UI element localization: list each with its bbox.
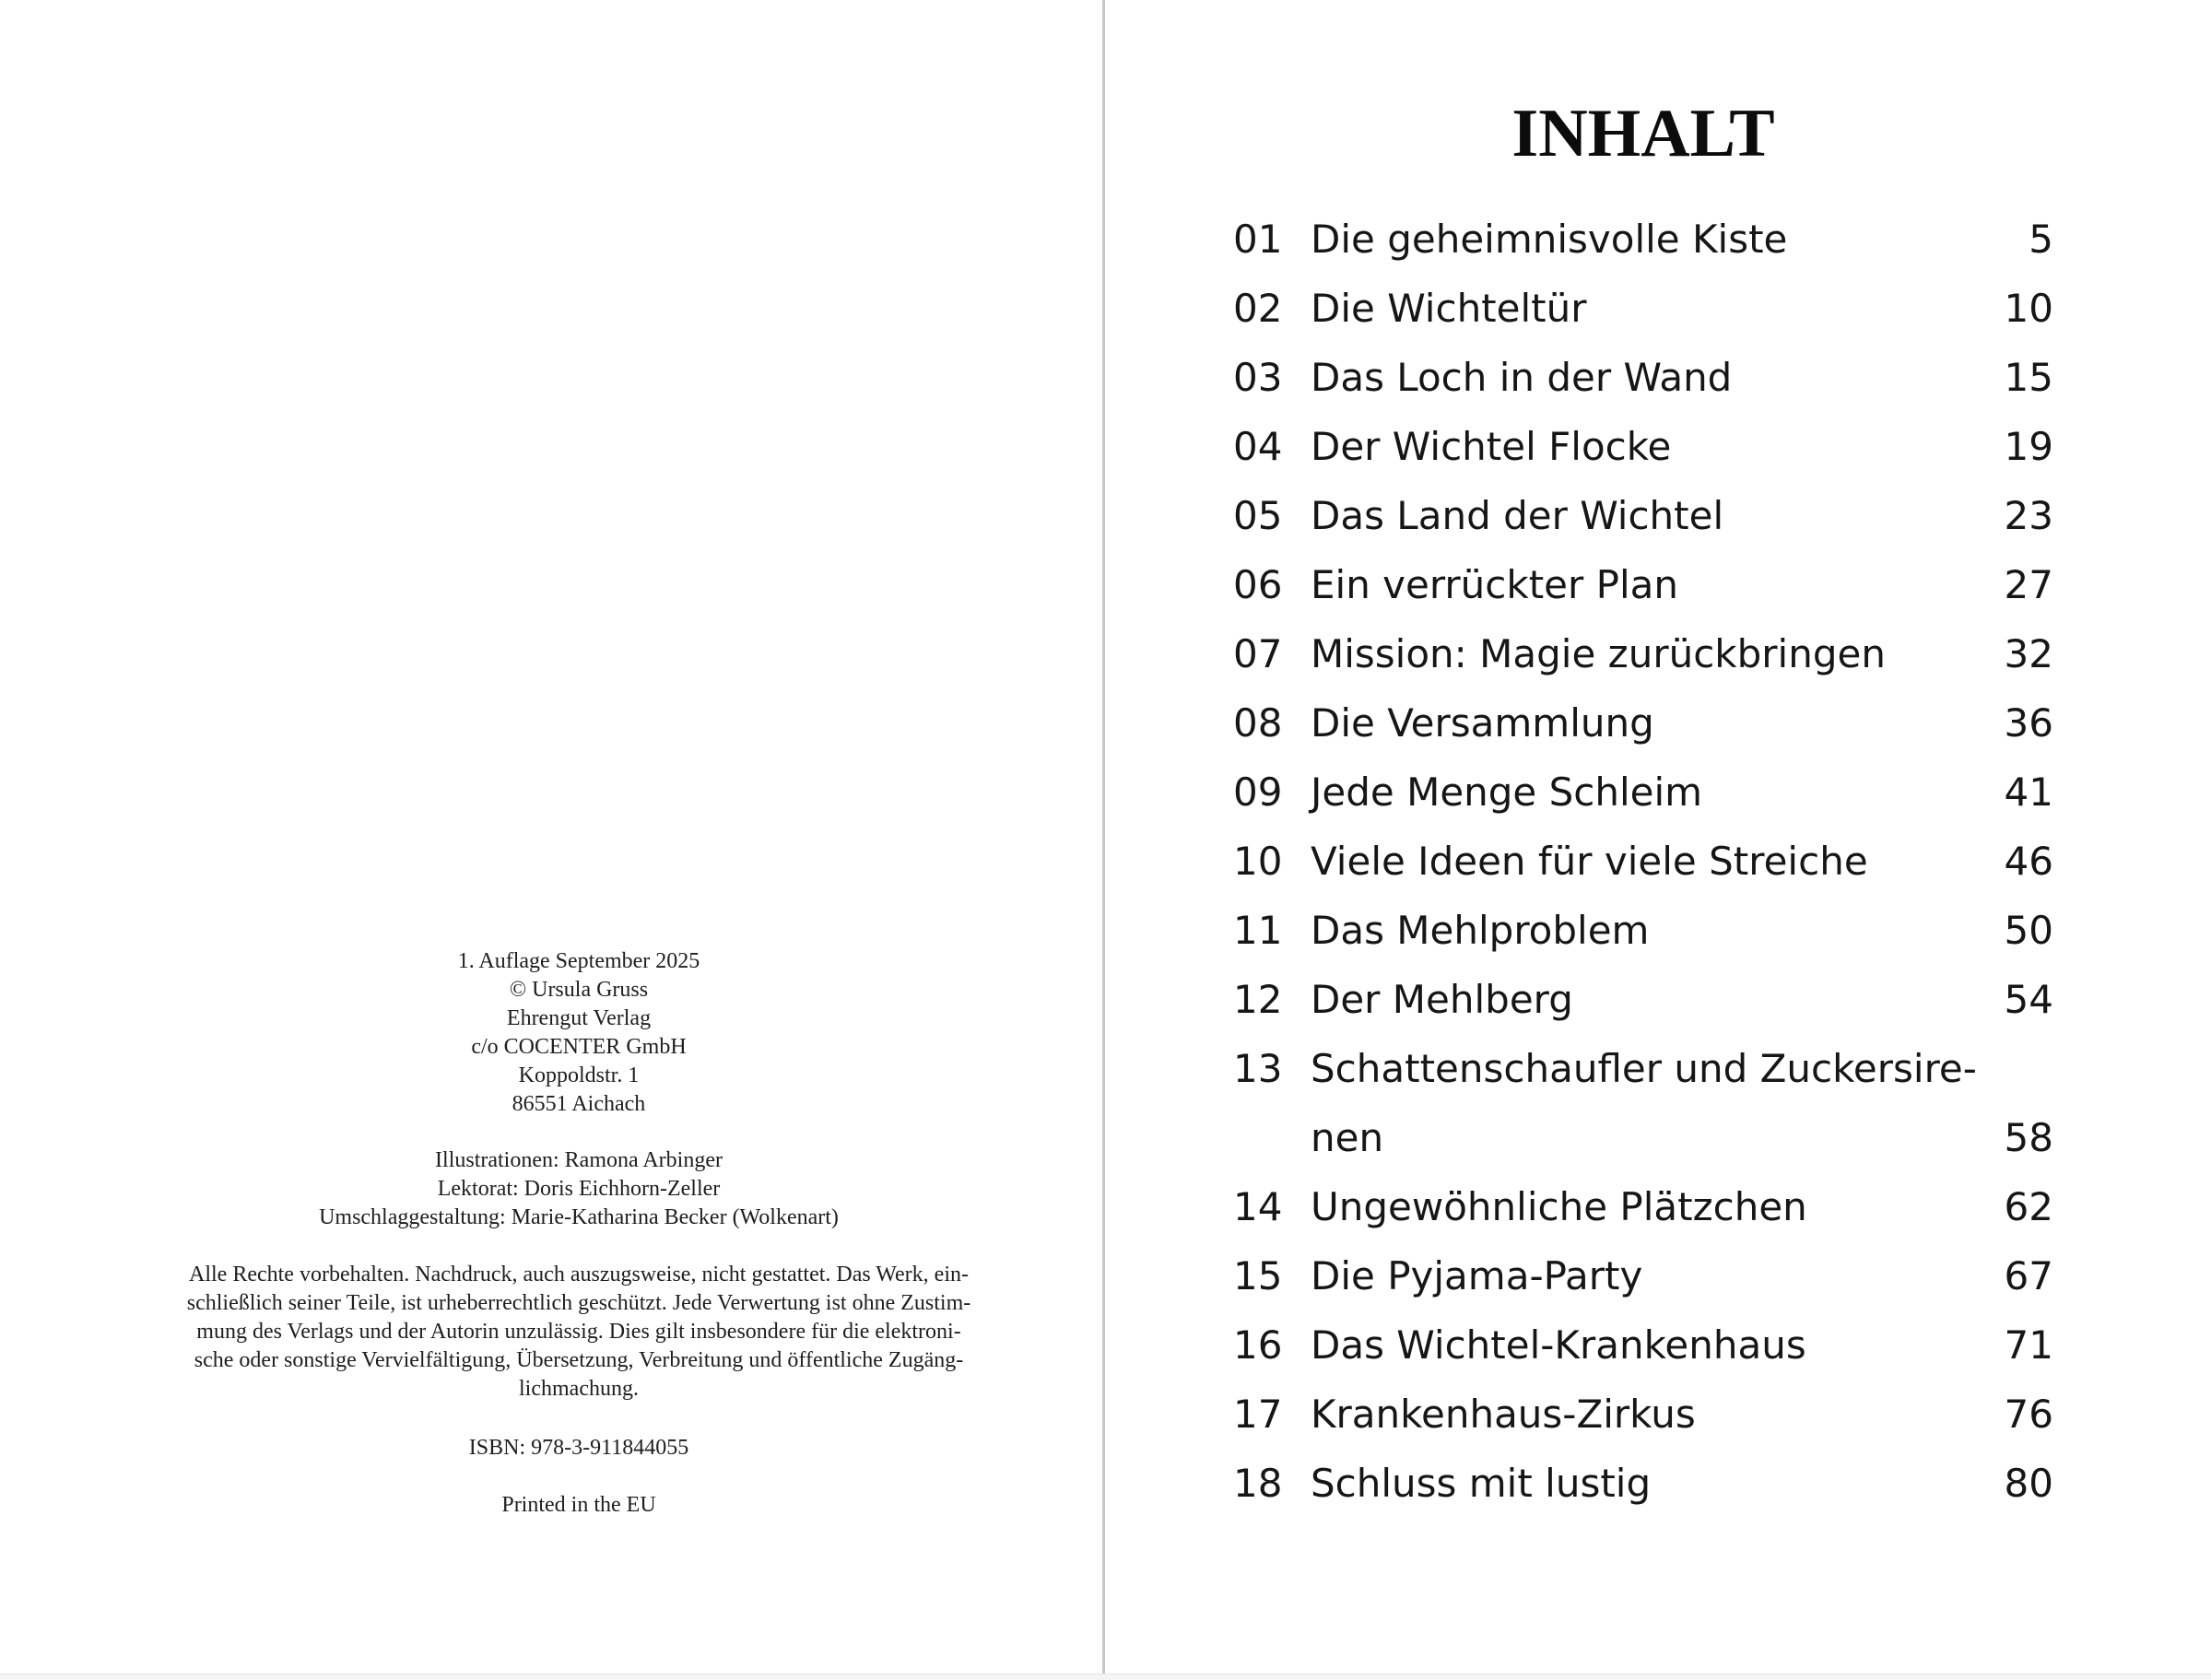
chapter-title-wrap xyxy=(1311,481,1969,550)
imprint-edition-block xyxy=(123,947,1035,1119)
chapter-page-number: 80 xyxy=(2004,1461,2053,1506)
chapter-page-number: 62 xyxy=(2004,1184,2053,1229)
imprint-line: c/o COCENTER GmbH xyxy=(471,1035,687,1059)
chapter-number: 13 xyxy=(1233,1046,1283,1091)
chapter-number: 03 xyxy=(1233,355,1283,400)
toc-entry xyxy=(1233,1380,2053,1449)
chapter-page-number: 76 xyxy=(2004,1392,2053,1437)
chapter-number: 14 xyxy=(1233,1184,1283,1229)
toc-entry xyxy=(1233,1034,2053,1172)
chapter-title-wrap xyxy=(1311,412,1969,481)
toc-entry xyxy=(1233,758,2053,827)
chapter-title: Die Pyjama-Party xyxy=(1311,1253,1643,1298)
chapter-title-wrap xyxy=(1311,758,1969,827)
toc-entry xyxy=(1233,965,2053,1034)
toc-entry xyxy=(1233,481,2053,550)
chapter-number: 04 xyxy=(1233,424,1283,469)
imprint-line: Umschlaggestaltung: Marie-Katharina Becker (Wolkenart) xyxy=(319,1205,839,1229)
chapter-page-number: 41 xyxy=(2004,770,2053,815)
chapter-number: 17 xyxy=(1233,1392,1283,1437)
chapter-page-number: 36 xyxy=(2004,700,2053,746)
imprint-rights-block xyxy=(123,1261,1035,1404)
chapter-number: 12 xyxy=(1233,977,1283,1022)
imprint-line: Illustrationen: Ramona Arbinger xyxy=(435,1148,723,1172)
chapter-title: Das Mehlproblem xyxy=(1311,908,1650,953)
imprint-credits-block xyxy=(123,1146,1035,1232)
chapter-title: Die geheimnisvolle Kiste xyxy=(1311,217,1788,262)
chapter-title-wrap xyxy=(1311,1380,1969,1449)
chapter-page-number: 5 xyxy=(2029,217,2053,262)
chapter-title: Die Versammlung xyxy=(1311,700,1654,746)
chapter-title-wrap xyxy=(1311,688,1969,758)
imprint-line: Lektorat: Doris Eichhorn-Zeller xyxy=(437,1177,721,1201)
toc-entry xyxy=(1233,205,2053,274)
imprint-line: schließlich seiner Teile, ist urheberrechtlich geschützt. Jede Verwertung ist ohne Zustim- xyxy=(186,1291,971,1315)
imprint-line: Koppoldstr. 1 xyxy=(518,1063,640,1087)
chapter-title: Schluss mit lustig xyxy=(1311,1461,1652,1506)
chapter-title: Das Wichtel-Krankenhaus xyxy=(1311,1322,1806,1368)
chapter-page-number: 46 xyxy=(2004,839,2053,884)
isbn-line: ISBN: 978-3-911844055 xyxy=(468,1436,689,1460)
chapter-number: 11 xyxy=(1233,908,1283,953)
imprint-text-block xyxy=(123,947,1035,1520)
chapter-number: 07 xyxy=(1233,631,1283,676)
chapter-title: Schattenschaufler und Zuckersire- xyxy=(1311,1046,1977,1091)
chapter-number: 01 xyxy=(1233,217,1283,262)
contents-title: INHALT xyxy=(1511,96,1775,171)
chapter-page-number: 50 xyxy=(2004,908,2053,953)
toc-entry xyxy=(1233,619,2053,688)
imprint-line: Ehrengut Verlag xyxy=(506,1006,652,1030)
imprint-line: Alle Rechte vorbehalten. Nachdruck, auch auszugsweise, nicht gestattet. Das Werk, ein- xyxy=(189,1263,969,1286)
chapter-title: Ein verrückter Plan xyxy=(1311,562,1678,607)
chapter-title: Der Wichtel Flocke xyxy=(1311,424,1672,469)
chapter-title-wrap xyxy=(1311,827,1969,896)
chapter-title: Das Land der Wichtel xyxy=(1311,493,1724,538)
imprint-line: 86551 Aichach xyxy=(512,1092,646,1116)
toc-entry xyxy=(1233,274,2053,343)
toc-entry xyxy=(1233,1310,2053,1380)
chapter-title-wrap xyxy=(1311,1034,1977,1172)
chapter-page-number: 27 xyxy=(2004,562,2053,607)
toc-entry xyxy=(1233,343,2053,412)
toc-entry xyxy=(1233,1449,2053,1518)
chapter-number: 05 xyxy=(1233,493,1283,538)
chapter-title-continued: nen xyxy=(1311,1115,1384,1160)
chapter-page-number: 67 xyxy=(2004,1253,2053,1298)
chapter-title-wrap xyxy=(1311,274,1969,343)
chapter-page-number: 71 xyxy=(2004,1322,2053,1368)
page-gutter-divider xyxy=(1102,0,1105,1674)
chapter-number: 09 xyxy=(1233,770,1283,815)
toc-entry xyxy=(1233,550,2053,619)
chapter-number: 18 xyxy=(1233,1461,1283,1506)
chapter-page-number: 19 xyxy=(2004,424,2053,469)
chapter-title-wrap xyxy=(1311,205,1969,274)
chapter-number: 02 xyxy=(1233,286,1283,331)
chapter-title: Ungewöhnliche Plätzchen xyxy=(1311,1184,1807,1229)
chapter-number: 16 xyxy=(1233,1322,1283,1368)
chapter-page-number: 15 xyxy=(2004,355,2053,400)
chapter-page-number: 23 xyxy=(2004,493,2053,538)
chapter-title-wrap xyxy=(1311,1449,1969,1518)
chapter-title-wrap xyxy=(1311,1241,1969,1310)
chapter-page-number: 54 xyxy=(2004,977,2053,1022)
toc-entry xyxy=(1233,688,2053,758)
chapter-number: 10 xyxy=(1233,839,1283,884)
toc-entry xyxy=(1233,1172,2053,1241)
chapter-number: 06 xyxy=(1233,562,1283,607)
chapter-title: Die Wichteltür xyxy=(1311,286,1587,331)
chapter-number: 08 xyxy=(1233,700,1283,746)
chapter-title-wrap xyxy=(1311,1172,1969,1241)
imprint-line: mung des Verlags und der Autorin unzulässig. Dies gilt insbesondere für die elektroni- xyxy=(196,1320,961,1344)
chapter-title-wrap xyxy=(1311,619,1969,688)
chapter-title-wrap xyxy=(1311,896,1969,965)
imprint-line: sche oder sonstige Vervielfältigung, Übersetzung, Verbreitung und öffentliche Zugäng- xyxy=(194,1348,964,1372)
chapter-number: 15 xyxy=(1233,1253,1283,1298)
chapter-title-wrap xyxy=(1311,343,1969,412)
page-bottom-edge xyxy=(0,1674,2211,1680)
chapter-title-wrap xyxy=(1311,1310,1969,1380)
imprint-line: lichmachung. xyxy=(519,1377,639,1401)
chapter-title: Mission: Magie zurückbringen xyxy=(1311,631,1886,676)
chapter-title: Das Loch in der Wand xyxy=(1311,355,1733,400)
imprint-line: © Ursula Gruss xyxy=(509,978,649,1002)
toc-list xyxy=(1233,205,2053,1518)
toc-entry xyxy=(1233,827,2053,896)
printed-in-line: Printed in the EU xyxy=(501,1493,656,1517)
chapter-page-number: 58 xyxy=(2004,1115,2053,1160)
toc-entry xyxy=(1233,1241,2053,1310)
imprint-line: 1. Auflage September 2025 xyxy=(457,949,700,973)
toc-entry xyxy=(1233,896,2053,965)
chapter-page-number: 10 xyxy=(2004,286,2053,331)
chapter-title-wrap xyxy=(1311,965,1969,1034)
toc-entry xyxy=(1233,412,2053,481)
chapter-title: Krankenhaus-Zirkus xyxy=(1311,1392,1696,1437)
chapter-page-number: 32 xyxy=(2004,631,2053,676)
chapter-title-wrap xyxy=(1311,550,1969,619)
chapter-title: Viele Ideen für viele Streiche xyxy=(1311,839,1868,884)
chapter-title: Der Mehlberg xyxy=(1311,977,1573,1022)
chapter-title: Jede Menge Schleim xyxy=(1311,770,1703,815)
